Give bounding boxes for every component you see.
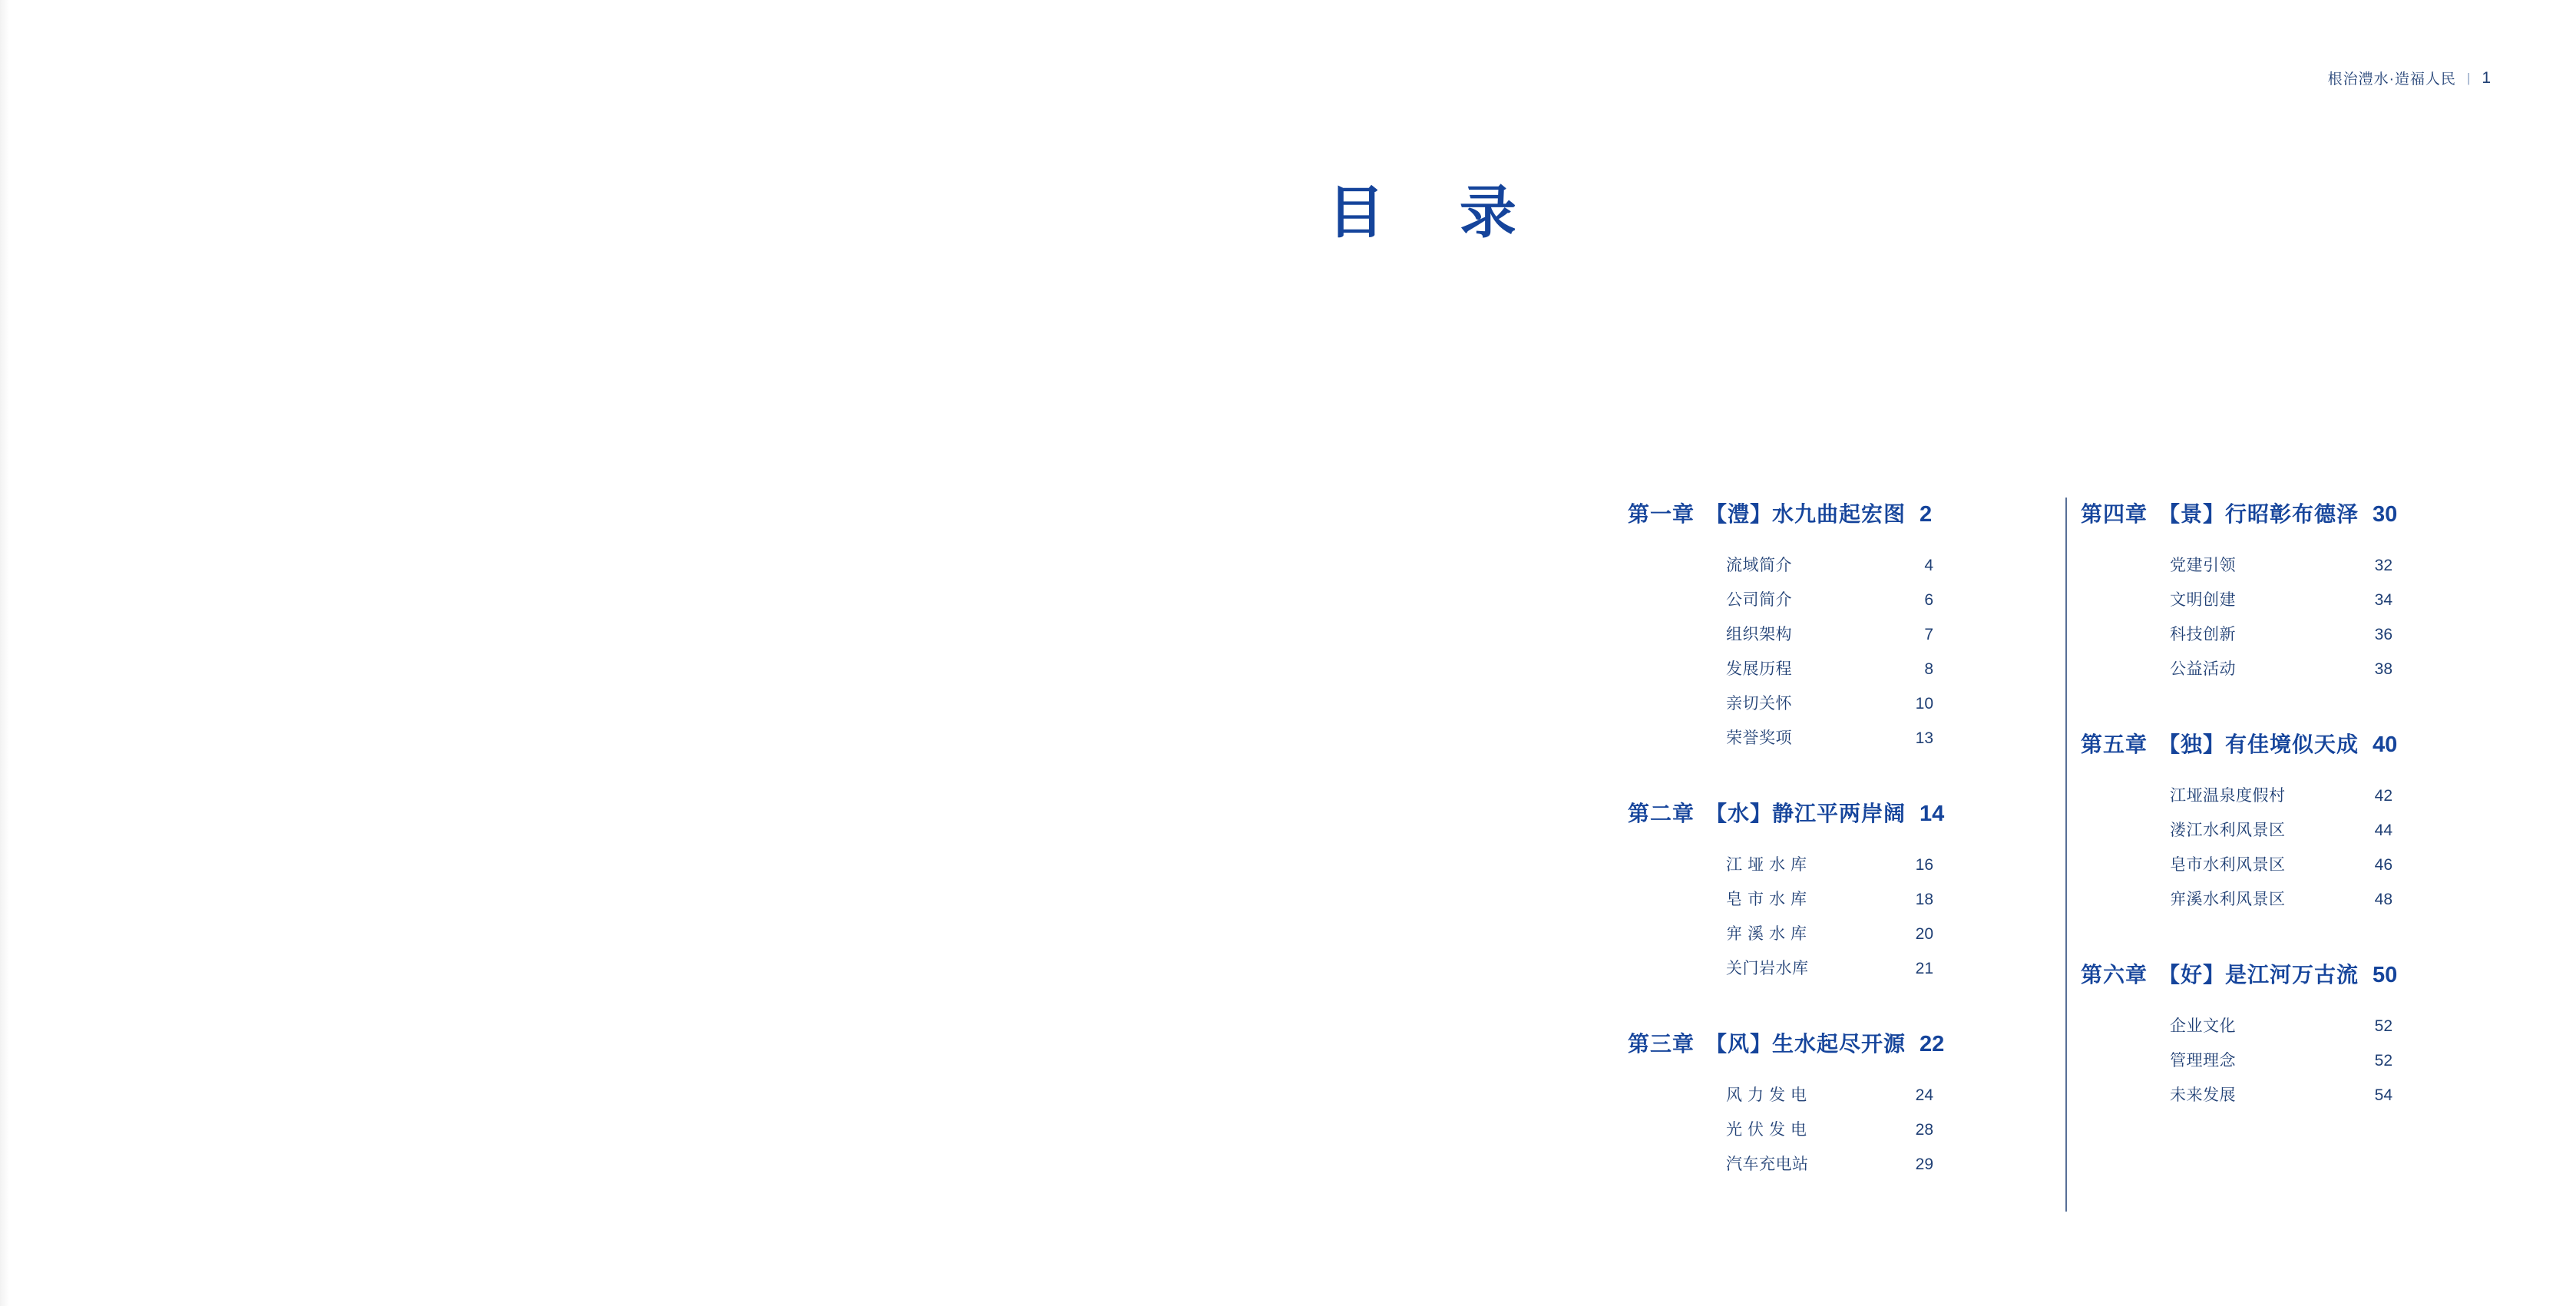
toc-entry-label: 宑溪水库	[1726, 925, 1812, 943]
toc-entry-page: 42	[2374, 787, 2392, 805]
toc-entry-label: 江垭温泉度假村	[2170, 787, 2286, 805]
running-header-separator: |	[2466, 70, 2472, 85]
toc-entry-label: 江垭水库	[1726, 856, 1812, 874]
toc-entry[interactable]	[2170, 548, 2488, 583]
chapter-title: 【景】行昭彰布德泽	[2158, 502, 2359, 526]
toc-entry[interactable]	[1726, 652, 2035, 686]
toc-entry-label: 皂市水利风景区	[2170, 856, 2286, 874]
chapter-entries	[1628, 548, 2035, 755]
running-header-text: 根治澧水·造福人民	[2327, 71, 2456, 88]
toc-entry-label: 流域简介	[1726, 557, 1792, 574]
chapter-number: 第二章	[1628, 802, 1695, 825]
chapter-title: 【澧】水九曲起宏图	[1705, 502, 1906, 526]
chapter-number: 第四章	[2081, 502, 2148, 526]
toc-entry[interactable]	[2170, 652, 2488, 686]
toc-entry-page: 46	[2374, 856, 2392, 874]
toc-entry-page: 24	[1915, 1086, 1933, 1104]
toc-entry-page: 32	[2374, 557, 2392, 574]
toc-entry[interactable]	[2170, 617, 2488, 652]
toc-entry[interactable]	[1726, 548, 2035, 583]
page-number: 1	[2482, 68, 2492, 87]
toc-entry-page: 52	[2374, 1052, 2392, 1070]
toc-entry-label: 企业文化	[2170, 1017, 2236, 1035]
chapter-heading[interactable]	[2081, 498, 2488, 528]
toc-entry-page: 4	[1924, 557, 1933, 574]
toc-entry-page: 36	[2374, 626, 2392, 643]
toc-entry-page: 29	[1915, 1156, 1933, 1173]
toc-entry-label: 荣誉奖项	[1726, 729, 1792, 747]
toc-entry[interactable]	[2170, 1043, 2488, 1078]
toc-entry[interactable]	[2170, 848, 2488, 882]
chapter-block	[2081, 958, 2488, 1113]
chapter-title: 【好】是江河万古流	[2158, 963, 2359, 987]
toc-column-right	[2035, 498, 2488, 1182]
page-gutter-shading	[0, 0, 9, 1306]
toc-entry-page: 28	[1915, 1121, 1933, 1139]
toc-entry-label: 文明创建	[2170, 591, 2236, 609]
toc-entry-label: 科技创新	[2170, 626, 2236, 643]
chapter-block	[2081, 728, 2488, 917]
toc-entry-label: 公益活动	[2170, 660, 2236, 678]
toc-entry-label: 管理理念	[2170, 1052, 2236, 1070]
toc-entry-label: 亲切关怀	[1726, 695, 1792, 713]
chapter-page: 40	[2373, 732, 2398, 757]
toc-entry-label: 公司简介	[1726, 591, 1792, 609]
toc-entry-label: 党建引领	[2170, 557, 2236, 574]
toc-entry-page: 54	[2374, 1086, 2392, 1104]
toc-entry[interactable]	[2170, 1078, 2488, 1113]
chapter-page: 2	[1920, 502, 1933, 527]
chapter-title: 【独】有佳境似天成	[2158, 732, 2359, 756]
toc-entry-page: 34	[2374, 591, 2392, 609]
toc-entry-label: 宑溪水利风景区	[2170, 891, 2286, 908]
toc-entry[interactable]	[2170, 882, 2488, 917]
page-title: 目 录	[1328, 180, 1544, 246]
toc-entry-page: 10	[1915, 695, 1933, 713]
chapter-block	[1628, 498, 2035, 755]
toc-entry-page: 52	[2374, 1017, 2392, 1035]
toc-entry[interactable]	[1726, 1113, 2035, 1147]
chapter-heading[interactable]	[1628, 797, 2035, 828]
toc-entry-page: 13	[1915, 729, 1933, 747]
chapter-entries	[2081, 548, 2488, 686]
chapter-entries	[2081, 779, 2488, 917]
toc-entry[interactable]	[1726, 951, 2035, 986]
toc-entry[interactable]	[2170, 779, 2488, 813]
toc-entry-page: 16	[1915, 856, 1933, 874]
chapter-entries	[1628, 1078, 2035, 1182]
toc-entry[interactable]	[1726, 1078, 2035, 1113]
toc-column-left	[1628, 498, 2035, 1182]
toc-entry[interactable]	[2170, 1009, 2488, 1043]
toc-entry-page: 6	[1924, 591, 1933, 609]
toc-entry-page: 38	[2374, 660, 2392, 678]
chapter-block	[1628, 797, 2035, 986]
toc-entry-page: 21	[1915, 960, 1933, 977]
chapter-entries	[2081, 1009, 2488, 1113]
toc-entry-label: 风力发电	[1726, 1086, 1812, 1104]
toc-entry-page: 20	[1915, 925, 1933, 943]
toc-entry-label: 发展历程	[1726, 660, 1792, 678]
toc-entry[interactable]	[1726, 848, 2035, 882]
chapter-heading[interactable]	[1628, 498, 2035, 528]
chapter-page: 50	[2373, 963, 2398, 987]
chapter-block	[2081, 498, 2488, 686]
chapter-heading[interactable]	[2081, 728, 2488, 759]
chapter-number: 第三章	[1628, 1032, 1695, 1056]
chapter-page: 30	[2373, 502, 2398, 527]
toc-entry-page: 44	[2374, 822, 2392, 839]
running-header	[2328, 68, 2492, 88]
toc-entry-label: 关门岩水库	[1726, 960, 1809, 977]
toc-entry-label: 皂市水库	[1726, 891, 1812, 908]
toc-entry[interactable]	[1726, 917, 2035, 951]
toc-entry-label: 汽车充电站	[1726, 1156, 1809, 1173]
chapter-page: 14	[1920, 802, 1945, 826]
toc-entry[interactable]	[1726, 882, 2035, 917]
toc-entry-page: 48	[2374, 891, 2392, 908]
chapter-number: 第五章	[2081, 732, 2148, 756]
chapter-number: 第六章	[2081, 963, 2148, 987]
toc-entry[interactable]	[1726, 1147, 2035, 1182]
chapter-block	[1628, 1027, 2035, 1182]
chapter-heading[interactable]	[2081, 958, 2488, 989]
chapter-page: 22	[1920, 1032, 1945, 1056]
chapter-title: 【风】生水起尽开源	[1705, 1032, 1906, 1056]
toc-entry[interactable]	[1726, 617, 2035, 652]
chapter-heading[interactable]	[1628, 1027, 2035, 1058]
chapter-entries	[1628, 848, 2035, 986]
toc-entry[interactable]	[2170, 583, 2488, 617]
toc-entry[interactable]	[1726, 583, 2035, 617]
toc-entry-page: 18	[1915, 891, 1933, 908]
toc-entry[interactable]	[2170, 813, 2488, 848]
toc-entry-page: 7	[1924, 626, 1933, 643]
chapter-title: 【水】静江平两岸阔	[1705, 802, 1906, 825]
toc-entry-page: 8	[1924, 660, 1933, 678]
toc-entry-label: 光伏发电	[1726, 1121, 1812, 1139]
toc-entry-label: 未来发展	[2170, 1086, 2236, 1104]
toc-entry-label: 组织架构	[1726, 626, 1792, 643]
toc-entry[interactable]	[1726, 686, 2035, 721]
toc-entry[interactable]	[1726, 721, 2035, 755]
chapter-number: 第一章	[1628, 502, 1695, 526]
toc-entry-label: 溇江水利风景区	[2170, 822, 2286, 839]
toc-columns	[1628, 498, 2488, 1182]
